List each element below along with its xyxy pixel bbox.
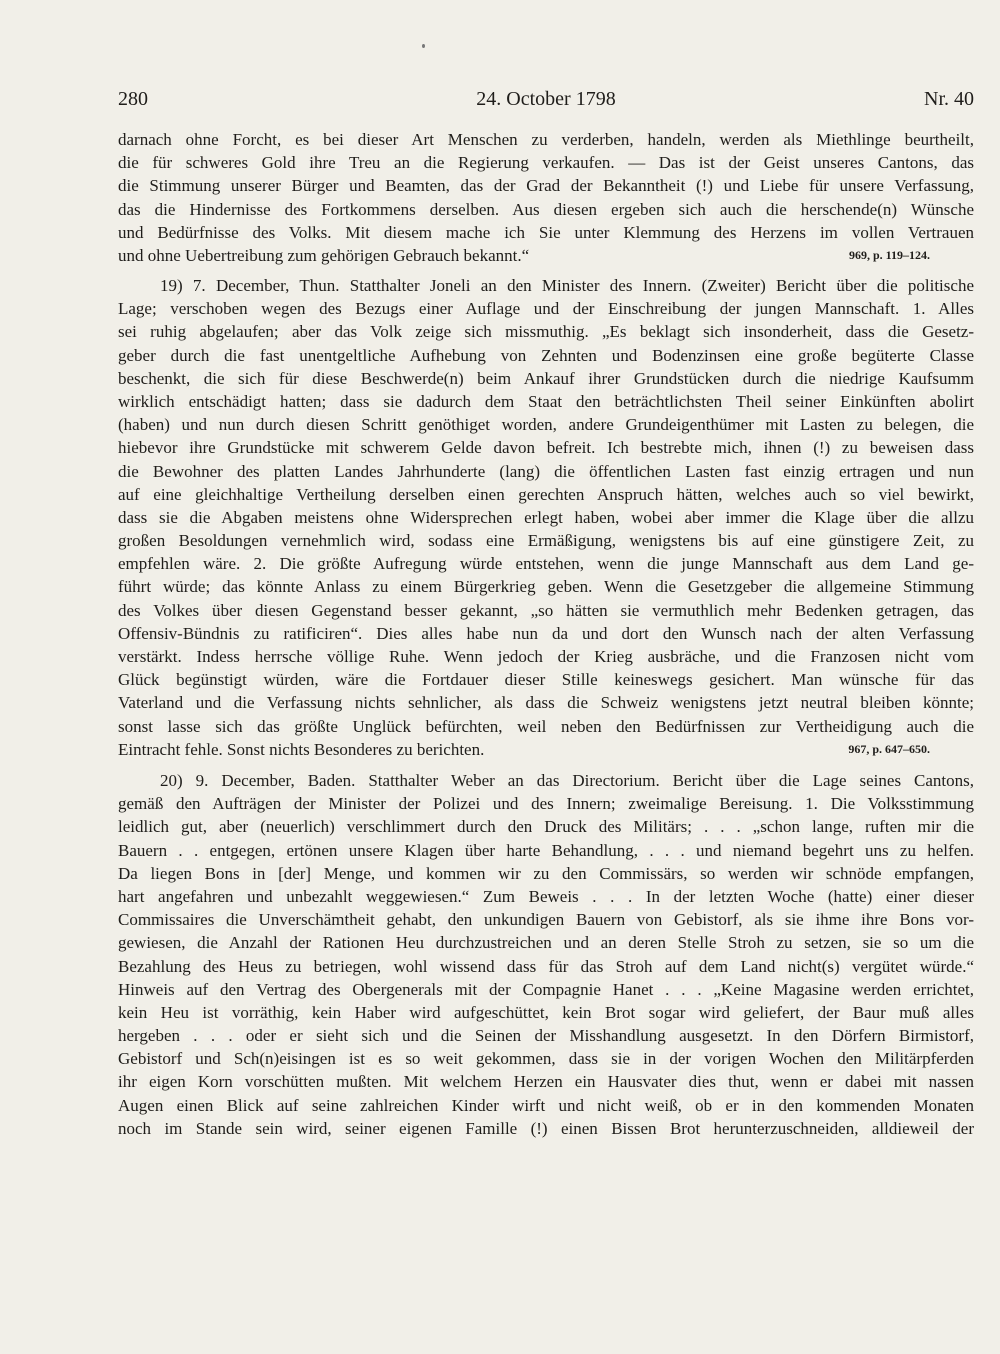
running-title-date: 24. October 1798 [476, 88, 616, 110]
text-line: noch im Stande sein wird, seiner eigenen Famille (!) einen Bissen Brot herunterzuschneiden, alldieweil der [118, 1118, 974, 1138]
text-line: kein Heu ist vorräthig, kein Haber wird aufgeschüttet, kein Brot sogar wird geliefert, der Baur muß alles [118, 1002, 974, 1022]
text-line: die Bewohner des platten Landes Jahrhunderte (lang) die öffentlichen Lasten fast einzig ertragen und nun [118, 461, 974, 481]
text-line: Bezahlung des Heus zu betriegen, wohl wissend dass für das Stroh auf dem Land nicht(s) vergütet würde.“ [118, 956, 974, 976]
text-line: darnach ohne Forcht, es bei dieser Art Menschen zu verderben, handeln, werden als Miethlinge beurtheilt, [118, 130, 974, 149]
last-line-text: und ohne Uebertreibung zum gehörigen Gebrauch bekannt.“ [118, 245, 530, 265]
last-line-text: Eintracht fehle. Sonst nichts Besonderes zu berichten. [118, 739, 485, 759]
text-line: das die Hindernisse des Fortkommens derselben. Aus diesen ergeben sich auch die herschende(n) Wünsche [118, 199, 974, 219]
text-line: hart angefahren und unbezahlt weggewiesen.“ Zum Beweis . . . In der letzten Woche (hatte) einer dieser [118, 886, 974, 906]
text-line: und Bedürfnisse des Volks. Mit diesem mache ich Sie unter Klemmung des Herzens im vollen Vertrauen [118, 222, 974, 242]
text-line-last [118, 244, 974, 267]
page-number: 280 [118, 88, 148, 110]
page-header [118, 88, 974, 114]
paragraph-entry-20 [118, 769, 974, 1140]
text-line: gemäß den Aufträgen der Minister der Polizei und des Innern; zweimalige Bereisung. 1. Die Volksstimmung [118, 794, 974, 814]
text-line: sonst lasse sich das größte Unglück befürchten, weil neben den Bedürfnissen zur Vertheidigung auch die [118, 716, 974, 736]
text-line: gewiesen, die Anzahl der Rationen Heu durchzustreichen und an deren Stelle Stroh zu setzen, sie so um die [118, 933, 974, 953]
text-line: des Volkes über diesen Gegenstand besser gekannt, „so hätten sie vermuthlich mehr Bedenken getragen, das [118, 600, 974, 620]
text-line: auf eine gleichhaltige Vertheilung derselben einen gerechten Anspruch hätten, welches auch so viel bewirkt, [118, 484, 974, 504]
text-line: leidlich gut, aber (neuerlich) verschlimmert durch den Druck des Militärs; . . . „schon lange, ruften mir die [118, 817, 974, 837]
text-line: Offensiv-Bündnis zu ratificiren“. Dies alles habe nun da und dort den Wunsch nach der alten Verfassung [118, 623, 974, 643]
source-reference: 967, p. 647–650. [848, 741, 930, 756]
text-line: führt würde; das könnte Anlass zu einem Bürgerkrieg geben. Wenn die Gesetzgeber die allgemeine Stimmung [118, 577, 974, 597]
text-line: dass sie die Abgaben meistens ohne Widersprechen erlegt haben, wobei aber immer die Klage über die allzu [118, 507, 974, 527]
text-line: hiebevor ihre Grundstücke mit schwerem Gelde davon befreit. Ich bestrebte mich, ihnen (!) zu beweisen dass [118, 438, 974, 458]
text-line: geber durch die fast unentgeltliche Aufhebung von Zehnten und Bodenzinsen eine große begüterte Classe [118, 345, 974, 365]
text-line: Glück begünstigt würden, wäre die Fortdauer dieser Stille keineswegs gesichert. Man wünsche für das [118, 670, 974, 690]
text-line: die für schweres Gold ihre Treu an die Regierung verkaufen. — Das ist der Geist unseres Cantons, das [118, 153, 974, 173]
text-line: Gebistorf und Sch(n)eisingen ist es so weit gekommen, dass sie in der vorigen Wochen den Militärpferden [118, 1049, 974, 1069]
scan-speck [422, 44, 425, 48]
text-line: Augen einen Blick auf seine zahlreichen Kinder wirft und nicht weiß, ob er in den kommenden Monaten [118, 1095, 974, 1115]
paragraph-continuation [118, 128, 974, 267]
text-line: Bauern . . entgegen, ertönen unsere Klagen über harte Behandlung, . . . und niemand begehrt uns zu helfen. [118, 840, 974, 860]
text-line: ihr eigen Korn vorschütten mußten. Mit welchem Herzen ein Hausvater dies thut, wenn er dabei mit nassen [118, 1072, 974, 1092]
text-line-last [118, 738, 974, 761]
text-line: hergeben . . . oder er sieht sich und die Seinen der Misshandlung ausgesetzt. In den Dörfern Birmistorf, [118, 1026, 974, 1046]
source-reference: 969, p. 119–124. [848, 247, 930, 262]
text-line: sei ruhig abgelaufen; aber das Volk zeige sich missmuthig. „Es beklagt sich insonderheit, dass die Gesetz- [118, 322, 974, 342]
text-line: beschenkt, die sich für diese Beschwerde(n) beim Ankauf ihrer Grundstücken durch die niedrige Kaufsumm [118, 368, 974, 388]
text-line: Lage; verschoben wegen des Bezugs einer Auflage und der Einschreibung der jungen Mannschaft. 1. Alles [118, 299, 974, 319]
text-line: (haben) und nun durch diesen Schritt genöthiget worden, andere Grundeigenthümer mit Lasten zu belegen, die [118, 415, 974, 435]
text-line: empfehlen wäre. 2. Die größte Aufregung würde entstehen, wenn die junge Mannschaft aus dem Land ge- [118, 554, 974, 574]
text-line: 19) 7. December, Thun. Statthalter Joneli an den Minister des Innern. (Zweiter) Bericht über die politische [160, 276, 974, 295]
text-line: Da liegen Bons in [der] Menge, und kommen wir zu den Commissärs, so werden wir schnöde empfangen, [118, 863, 974, 883]
text-line: Vaterland und die Verfassung nichts sehnlicher, als dass die Schweiz wenigstens jetzt neutral bleiben könnte; [118, 693, 974, 713]
text-line: verstärkt. Indess herrsche völlige Ruhe. Wenn jedoch der Krieg ausbräche, und die Franzosen nicht vom [118, 647, 974, 666]
section-number: Nr. 40 [924, 88, 974, 110]
text-line: Hinweis auf den Vertrag des Obergenerals mit der Compagnie Hanet . . . „Keine Magasine werden errichtet, [118, 979, 974, 999]
text-line: die Stimmung unserer Bürger und Beamten, das der Grad der Bekanntheit (!) und Liebe für unsere Verfassung, [118, 176, 974, 196]
text-line: großen Besoldungen vernehmlich wird, sodass eine Ermäßigung, wenigstens bis auf eine günstigere Zeit, zu [118, 531, 974, 551]
paragraph-entry-19 [118, 274, 974, 761]
text-line: Commissaires die Unverschämtheit gehabt, den unkundigen Bauern von Gebistorf, als sie ihme ihre Bons vor- [118, 910, 974, 930]
text-line: 20) 9. December, Baden. Statthalter Weber an das Directorium. Bericht über die Lage seines Cantons, [160, 771, 974, 790]
text-line: wirklich entschädigt hatten; dass sie dadurch dem Staat den beträchtlichsten Theil seiner Einkünften abolirt [118, 391, 974, 411]
